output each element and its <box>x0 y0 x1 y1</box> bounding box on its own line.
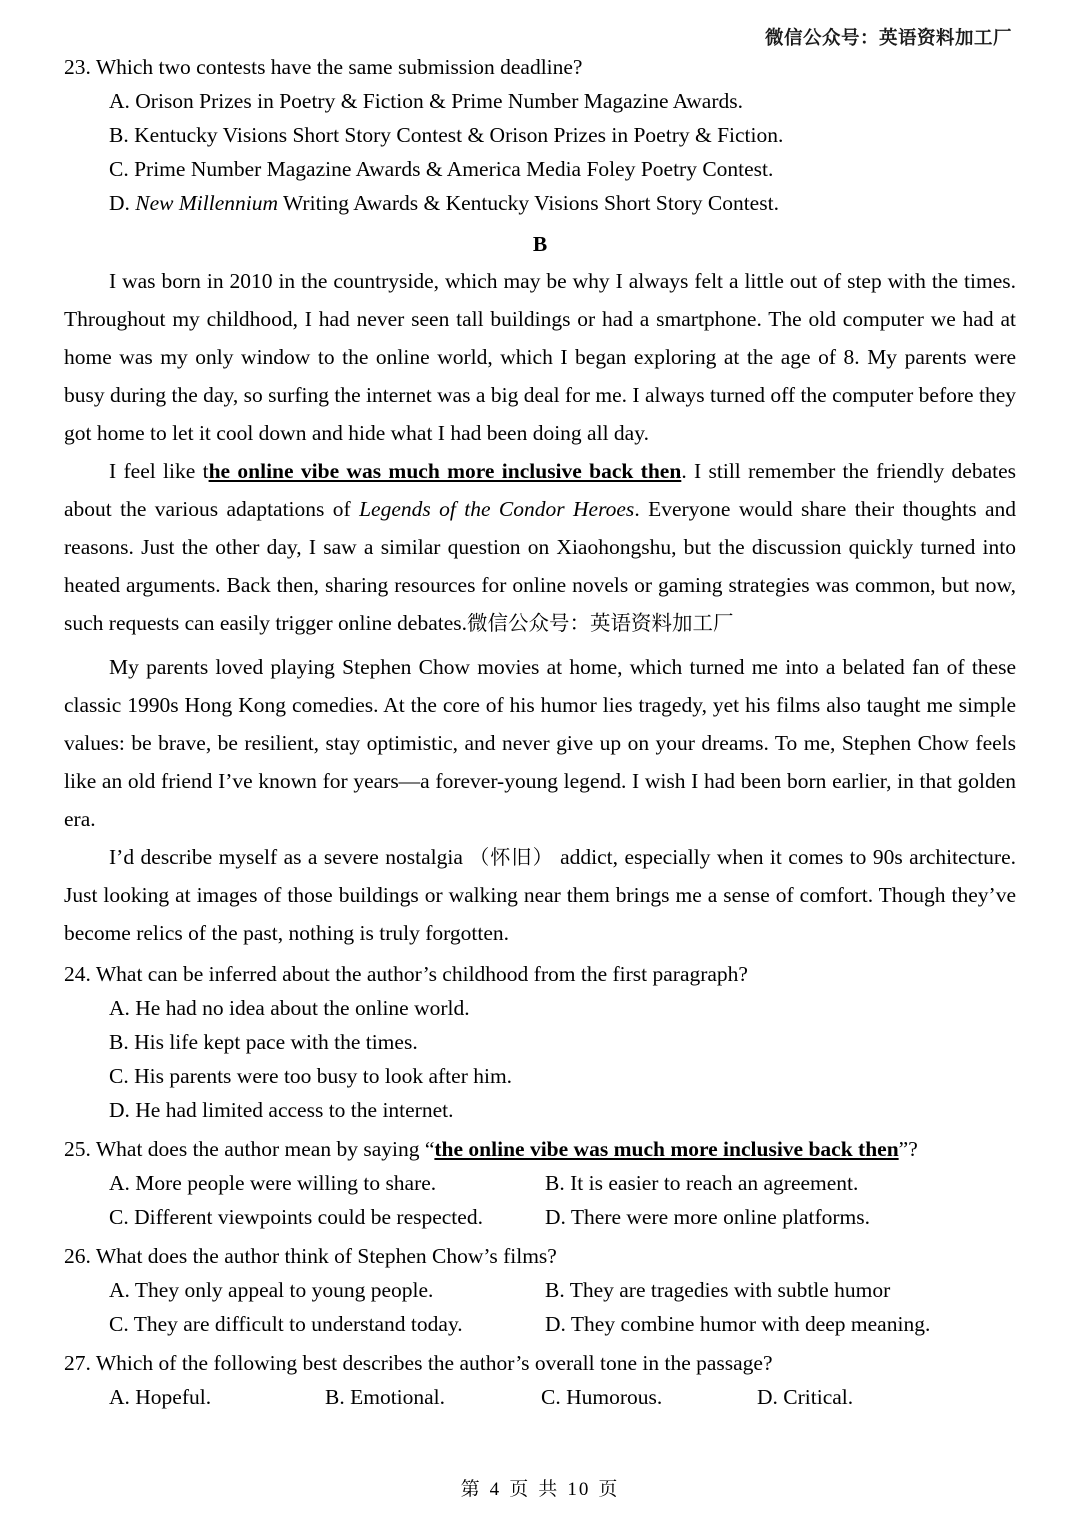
question-25-option-c[interactable]: C. Different viewpoints could be respected. <box>109 1205 483 1229</box>
question-23 <box>64 50 1016 220</box>
question-26-options-row-2 <box>64 1307 1016 1341</box>
option-d-title: New Millennium <box>135 191 279 215</box>
question-26-option-d[interactable]: D. They combine humor with deep meaning. <box>545 1312 931 1336</box>
question-25-stem <box>64 1132 1016 1166</box>
para2-text-b: . I still remember the friendly debates about the various adaptations of <box>64 459 1017 521</box>
footer-suffix: 页 <box>598 1478 620 1500</box>
question-27-options <box>64 1380 1016 1414</box>
question-25-quoted-phrase: the online vibe was much more inclusive back then <box>434 1137 899 1161</box>
question-24-stem: 24. What can be inferred about the author’s childhood from the first paragraph? <box>64 962 748 986</box>
question-25-options-row-2 <box>64 1200 1016 1234</box>
passage-paragraph-3: My parents loved playing Stephen Chow movies at home, which turned me into a belated fan of these classic 1990s Hong Kong comedies. At the core of his humor lies tragedy, yet his films also taught me simple values: be brave, be resilient, stay optimistic, and never give up on your dreams. To me, Stephen Chow feels like an old friend I’ve known for years—a forever-young legend. I wish I had been born earlier, in that golden era. <box>64 655 1016 831</box>
question-26-options-row-1 <box>64 1273 1016 1307</box>
page-footer <box>0 1474 1080 1501</box>
question-25 <box>64 1132 1016 1234</box>
question-27-option-a[interactable]: A. Hopeful. <box>109 1385 212 1409</box>
question-27-option-c[interactable]: C. Humorous. <box>541 1385 663 1409</box>
question-25-stem-after: ”? <box>898 1137 918 1161</box>
para4-text-a: I’d describe myself as a severe nostalgia <box>109 845 470 869</box>
question-27 <box>64 1346 1016 1414</box>
question-24 <box>64 957 1016 1127</box>
question-23-option-c[interactable]: C. Prime Number Magazine Awards & America Media Foley Poetry Contest. <box>109 157 774 181</box>
question-27-stem: 27. Which of the following best describes the author’s overall tone in the passage? <box>64 1351 773 1375</box>
question-24-option-a[interactable]: A. He had no idea about the online world. <box>109 996 470 1020</box>
question-25-options-row-1 <box>64 1166 1016 1200</box>
question-26-stem: 26. What does the author think of Stephen Chow’s films? <box>64 1244 557 1268</box>
option-d-prefix: D. <box>109 191 136 215</box>
watermark-header: 微信公众号：英语资料加工厂 <box>764 28 1012 49</box>
para2-text-a: I feel like t <box>109 459 209 483</box>
footer-page-number: 4 <box>489 1479 502 1500</box>
footer-total-pages: 10 <box>567 1479 591 1500</box>
highlighted-phrase: he online vibe was much more inclusive back then <box>208 459 682 483</box>
question-26-option-c[interactable]: C. They are difficult to understand today. <box>109 1312 463 1336</box>
passage-paragraph-2 <box>64 452 1016 642</box>
question-27-option-b[interactable]: B. Emotional. <box>325 1385 446 1409</box>
question-26-option-b[interactable]: B. They are tragedies with subtle humor <box>545 1278 891 1302</box>
footer-prefix: 第 <box>460 1478 482 1500</box>
question-24-option-c[interactable]: C. His parents were too busy to look after him. <box>109 1064 513 1088</box>
question-24-option-b[interactable]: B. His life kept pace with the times. <box>109 1030 418 1054</box>
question-23-option-a[interactable]: A. Orison Prizes in Poetry & Fiction & Prime Number Magazine Awards. <box>109 89 743 113</box>
passage-section-label: B <box>532 232 548 256</box>
question-25-option-b[interactable]: B. It is easier to reach an agreement. <box>545 1171 859 1195</box>
para4-text-b: addict, especially when it comes to 90s architecture. Just looking at images of those buildings or walking near them brings me a sense of comfort. Though they’ve become relics of the past, nothing is truly forgotten. <box>64 845 1017 945</box>
question-26 <box>64 1239 1016 1341</box>
para2-work-title: Legends of the Condor Heroes <box>359 497 635 521</box>
para4-gloss-cjk: （怀旧） <box>469 845 554 869</box>
watermark-inline: 微信公众号：英语资料加工厂 <box>467 611 734 635</box>
question-23-options <box>64 84 1016 220</box>
option-d-rest: Writing Awards & Kentucky Visions Short Story Contest. <box>278 191 779 215</box>
question-23-stem: 23. Which two contests have the same submission deadline? <box>64 55 583 79</box>
question-23-option-d[interactable] <box>109 186 1016 220</box>
passage-paragraph-1: I was born in 2010 in the countryside, which may be why I always felt a little out of step with the times. Throughout my childhood, I had never seen tall buildings or had a smartphone. The old computer we had at home was my only window to the online world, which I began exploring at the age of 8. My parents were busy during the day, so surfing the internet was a big deal for me. I always turned off the computer before they got home to let it cool down and hide what I had been doing all day. <box>64 269 1016 445</box>
question-23-option-b[interactable]: B. Kentucky Visions Short Story Contest & Orison Prizes in Poetry & Fiction. <box>109 123 784 147</box>
question-24-option-d[interactable]: D. He had limited access to the internet. <box>109 1098 454 1122</box>
question-25-option-a[interactable]: A. More people were willing to share. <box>109 1171 437 1195</box>
question-25-option-d[interactable]: D. There were more online platforms. <box>545 1205 870 1229</box>
question-25-stem-before: 25. What does the author mean by saying “ <box>64 1137 435 1161</box>
question-26-option-a[interactable]: A. They only appeal to young people. <box>109 1278 434 1302</box>
question-27-option-d[interactable]: D. Critical. <box>757 1385 854 1409</box>
footer-middle: 页 共 <box>509 1478 560 1500</box>
passage-paragraph-4 <box>64 838 1016 952</box>
para2-text-c: . Everyone would share their thoughts and reasons. Just the other day, I saw a similar question on Xiaohongshu, but the discussion quickly turned into heated arguments. Back then, sharing resources for online novels or gaming strategies was common, but now, such requests can easily trigger online debates. <box>64 497 1017 635</box>
question-24-options <box>64 991 1016 1127</box>
